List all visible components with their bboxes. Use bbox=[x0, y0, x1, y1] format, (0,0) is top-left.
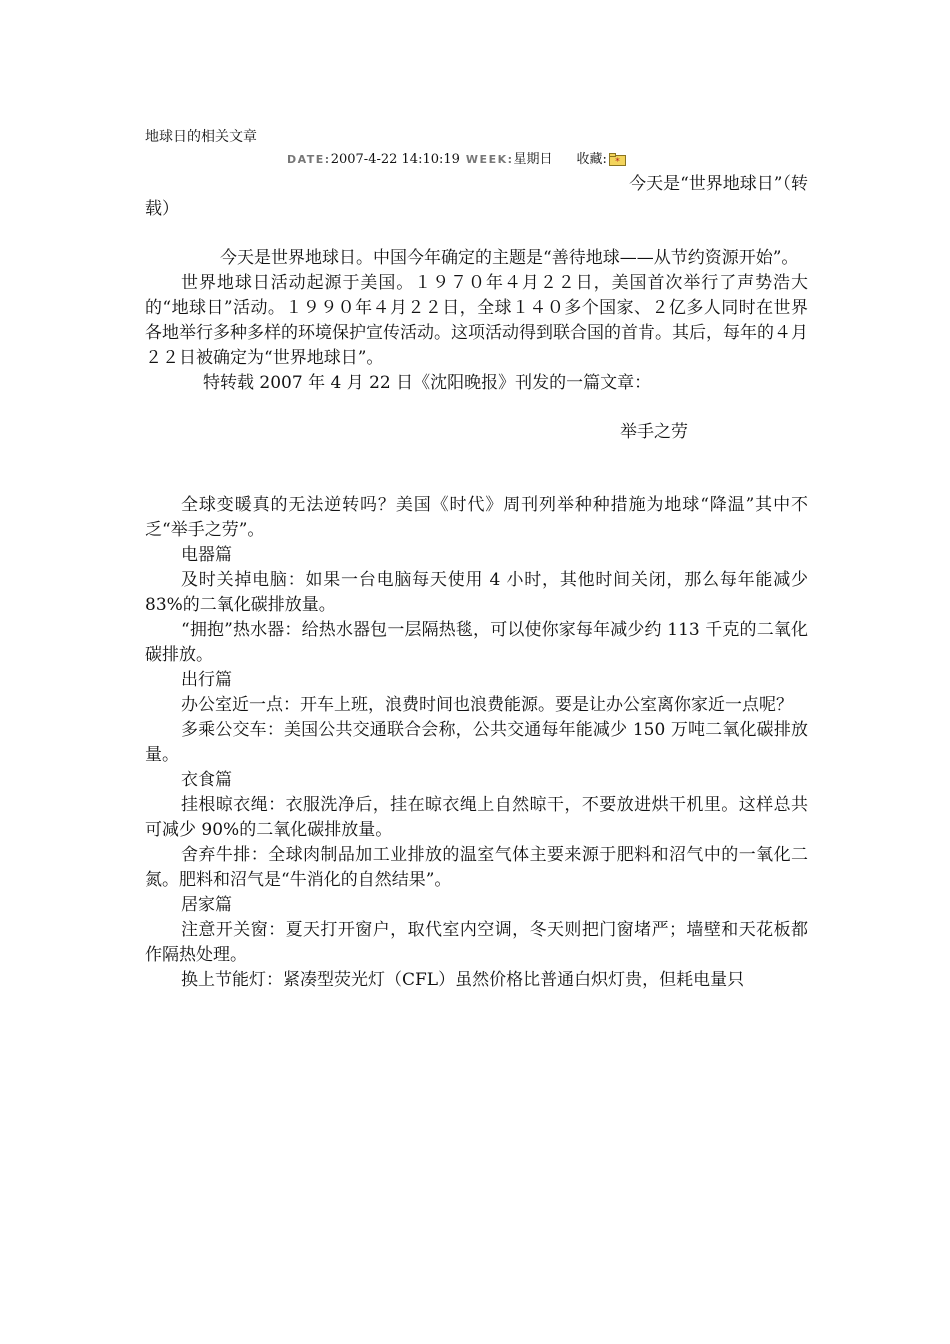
section-heading: 居家篇 bbox=[181, 895, 232, 915]
post-date: 2007-4-22 14:10:19 bbox=[330, 152, 460, 167]
week-tag: WEEK: bbox=[465, 153, 514, 166]
post-meta bbox=[287, 152, 626, 168]
section-item: 挂根晾衣绳：衣服洗净后，挂在晾衣绳上自然晾干，不要放进烘干机里。这样总共可减少 90%的二氧化碳排放量。 bbox=[145, 795, 808, 840]
repost-title-line2: 载） bbox=[145, 199, 179, 219]
section-item: “拥抱”热水器：给热水器包一层隔热毯，可以使你家每年减少约 113 千克的二氧化碳排放。 bbox=[145, 620, 808, 665]
lead-paragraph: 全球变暖真的无法逆转吗？美国《时代》周刊列举种种措施为地球“降温”其中不乏“举手之劳”。 bbox=[145, 495, 808, 540]
section-item: 办公室近一点：开车上班，浪费时间也浪费能源。要是让办公室离你家近一点呢？ bbox=[181, 695, 793, 715]
repost-title-line1: 今天是“世界地球日”（转 bbox=[629, 174, 808, 194]
section-item: 舍弃牛排：全球肉制品加工业排放的温室气体主要来源于肥料和沼气中的一氧化二氮。肥料和沼气是“牛消化的自然结果”。 bbox=[145, 845, 808, 890]
svg-text:*: * bbox=[615, 156, 620, 166]
section-heading: 衣食篇 bbox=[181, 770, 232, 790]
repost-note: 特转载 2007 年 4 月 22 日《沈阳晚报》刊发的一篇文章： bbox=[203, 373, 652, 393]
date-tag: DATE: bbox=[287, 153, 331, 166]
section-item: 多乘公交车：美国公共交通联合会称，公共交通每年能减少 150 万吨二氧化碳排放量。 bbox=[145, 720, 808, 765]
section-item: 注意开关窗：夏天打开窗户，取代室内空调，冬天则把门窗堵严；墙壁和天花板都作隔热处理。 bbox=[145, 920, 808, 965]
intro-paragraph: 今天是世界地球日。中国今年确定的主题是“善待地球——从节约资源开始”。 bbox=[220, 248, 799, 268]
section-item: 及时关掉电脑：如果一台电脑每天使用 4 小时，其他时间关闭，那么每年能减少 83%的二氧化碳排放量。 bbox=[145, 570, 808, 615]
section-heading: 电器篇 bbox=[181, 545, 232, 565]
bookmark-folder-icon[interactable] bbox=[609, 153, 626, 166]
article-body bbox=[145, 172, 808, 993]
origin-paragraph: 世界地球日活动起源于美国。１９７０年４月２２日，美国首次举行了声势浩大的“地球日”活动。１９９０年４月２２日，全球１４０多个国家、２亿多人同时在世界各地举行多种多样的环境保护宣传活动。这项活动得到联合国的首肯。其后，每年的４月２２日被确定为“世界地球日”。 bbox=[145, 273, 808, 368]
section-item: 换上节能灯：紧凑型荧光灯（CFL）虽然价格比普通白炽灯贵，但耗电量只 bbox=[181, 970, 745, 990]
page-title: 地球日的相关文章 bbox=[145, 129, 257, 145]
article-subtitle: 举手之劳 bbox=[620, 422, 688, 442]
favorite-label: 收藏: bbox=[576, 152, 607, 167]
post-weekday: 星期日 bbox=[513, 152, 553, 167]
section-heading: 出行篇 bbox=[181, 670, 232, 690]
